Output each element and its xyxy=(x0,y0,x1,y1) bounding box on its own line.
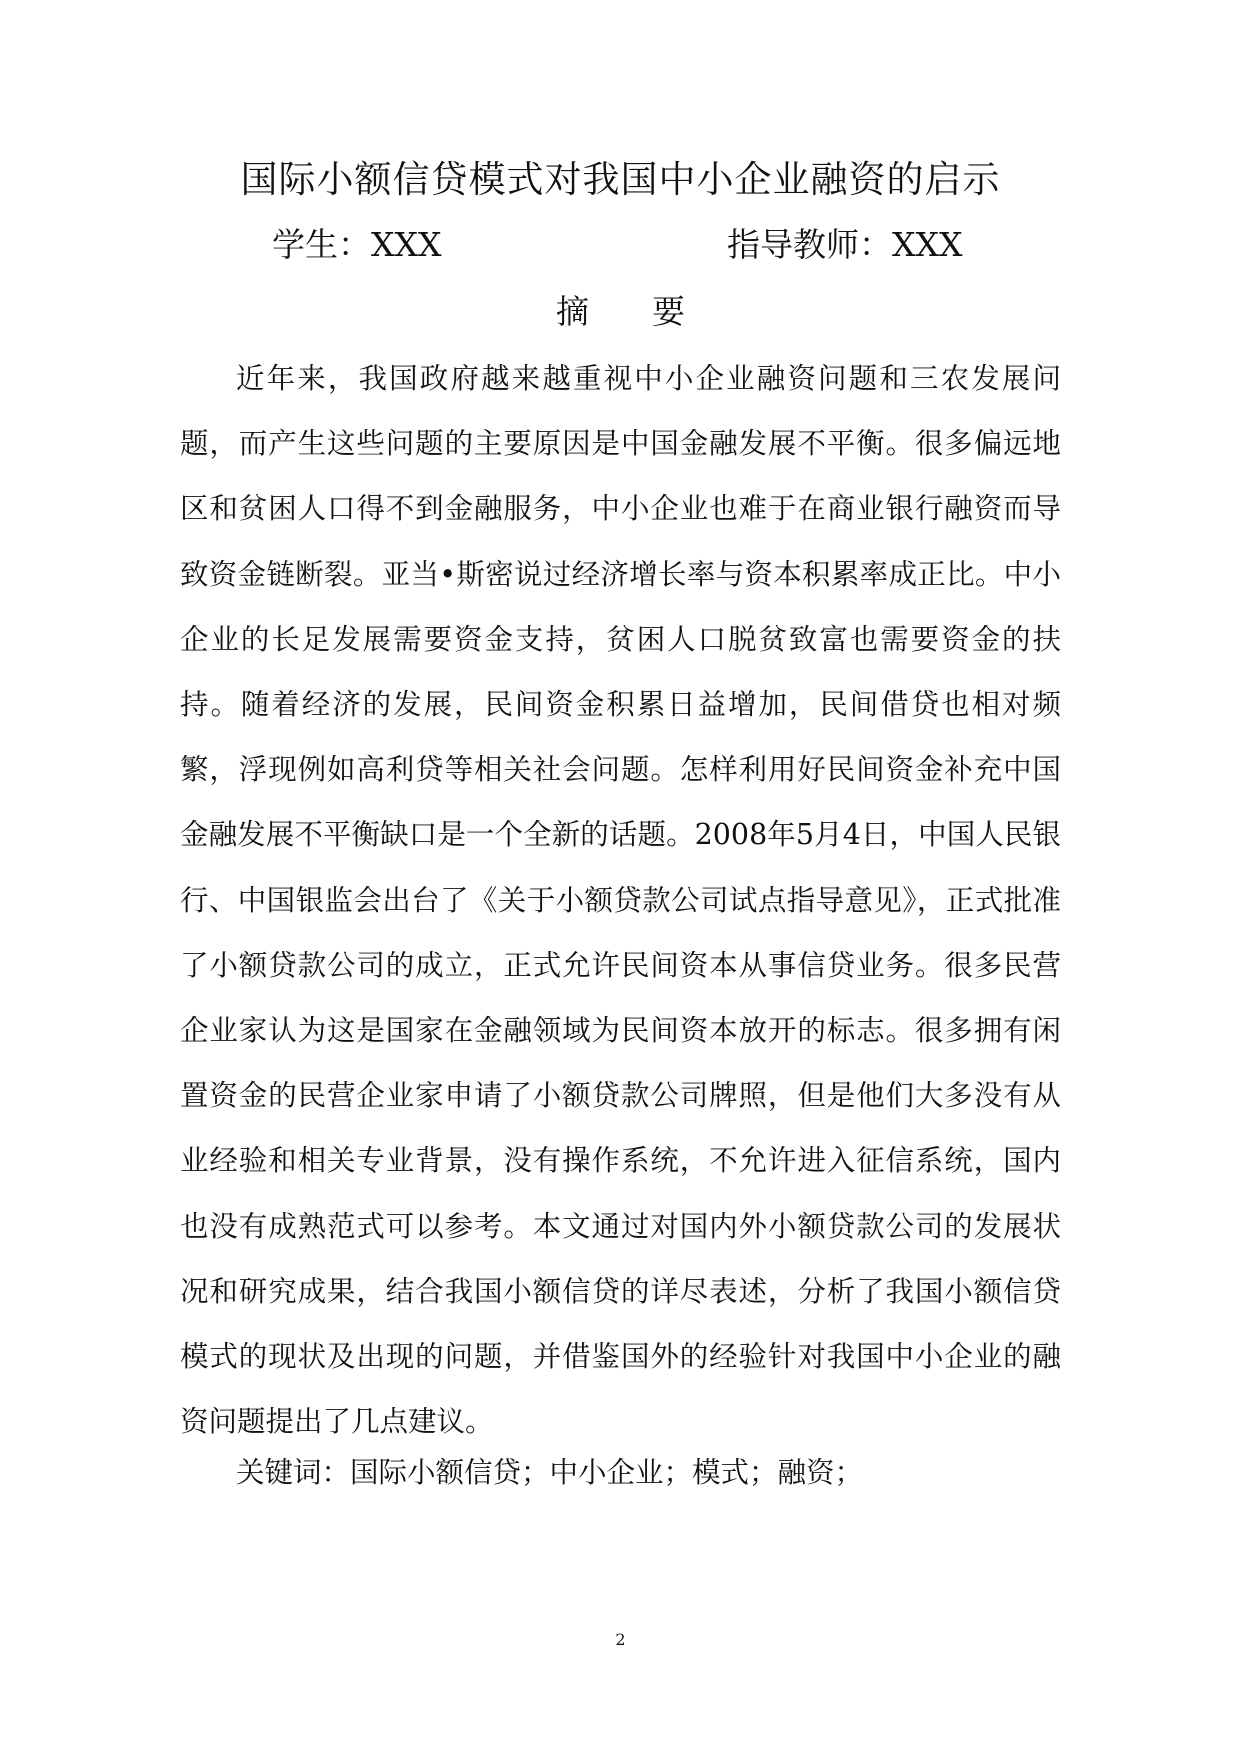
student-name: 学生：XXX xyxy=(272,225,442,264)
keywords-line: 关键词：国际小额信贷；中小企业；模式；融资； xyxy=(236,1456,864,1489)
abstract-body: 近年来，我国政府越来越重视中小企业融资问题和三农发展问题，而产生这些问题的主要原因是中国金融发展不平衡。很多偏远地区和贫困人口得不到金融服务，中小企业也难于在商业银行融资而导致资金链断裂。亚当•斯密说过经济增长率与资本积累率成正比。中小企业的长足发展需要资金支持，贫困人口脱贫致富也需要资金的扶持。随着经济的发展，民间资金积累日益增加，民间借贷也相对频繁，浮现例如高利贷等相关社会问题。怎样利用好民间资金补充中国金融发展不平衡缺口是一个全新的话题。2008年5月4日，中国人民银行、中国银监会出台了《关于小额贷款公司试点指导意见》，正式批准了小额贷款公司的成立，正式允许民间资本从事信贷业务。很多民营企业家认为这是国家在金融领域为民间资本放开的标志。很多拥有闲置资金的民营企业家申请了小额贷款公司牌照，但是他们大多没有从业经验和相关专业背景，没有操作系统，不允许进入征信系统，国内也没有成熟范式可以参考。本文通过对国内外小额贷款公司的发展状况和研究成果，结合我国小额信贷的详尽表述，分析了我国小额信贷模式的现状及出现的问题，并借鉴国外的经验针对我国中小企业的融资问题提出了几点建议。 xyxy=(180,362,1061,1439)
document-title: 国际小额信贷模式对我国中小企业融资的启示 xyxy=(240,158,1001,201)
abstract-heading: 摘 要 xyxy=(556,292,685,331)
advisor-name: 指导教师：XXX xyxy=(727,225,963,264)
page-number: 2 xyxy=(615,1630,626,1649)
